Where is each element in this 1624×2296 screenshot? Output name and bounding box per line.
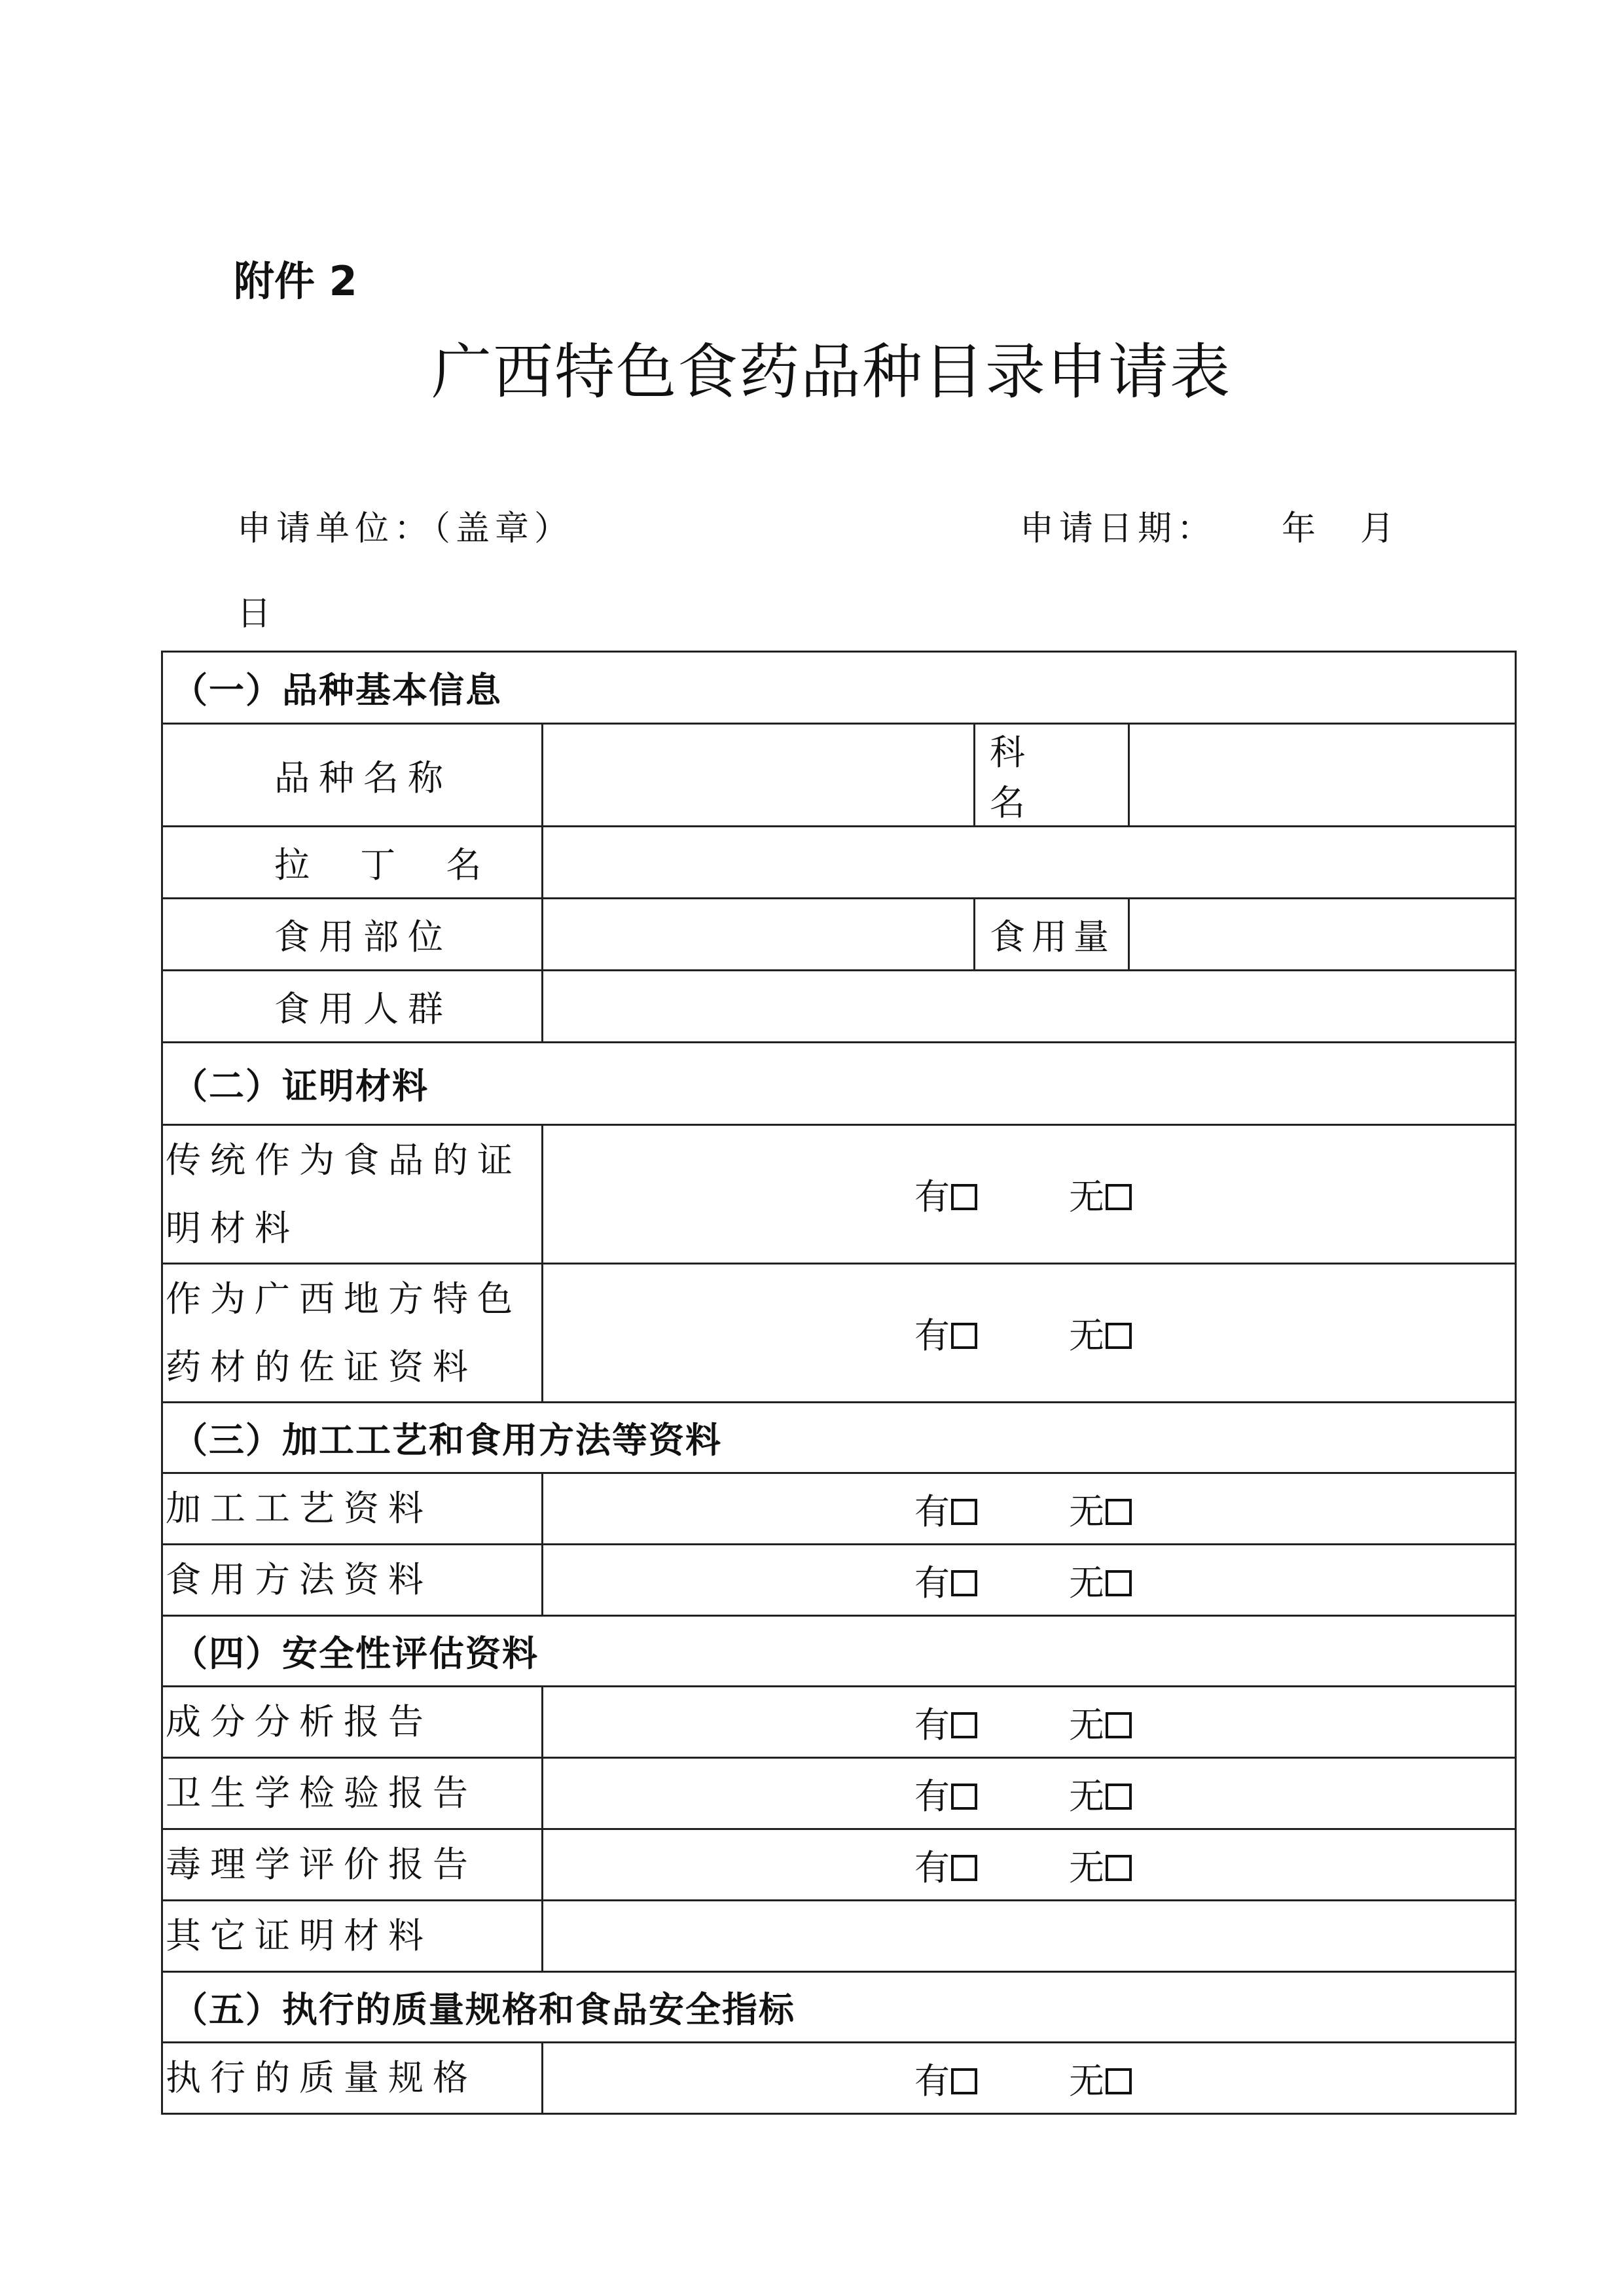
- no-checkbox[interactable]: [1106, 1570, 1132, 1596]
- local-herb-evidence-label: 作为广西地方特色药材的佐证资料: [162, 1264, 543, 1403]
- yes-checkbox[interactable]: [951, 1855, 977, 1881]
- no-label: 无: [1069, 1176, 1104, 1217]
- table-row: [162, 1758, 1516, 1829]
- section-title: （三）加工工艺和食用方法等资料: [162, 1403, 1516, 1473]
- edible-group-field[interactable]: [543, 971, 1516, 1043]
- section-title: （四）安全性评估资料: [162, 1616, 1516, 1687]
- no-label: 无: [1069, 2060, 1104, 2102]
- day-label: 日: [237, 594, 272, 634]
- no-checkbox[interactable]: [1106, 1712, 1132, 1738]
- edible-part-field[interactable]: [543, 899, 975, 971]
- no-label: 无: [1069, 1315, 1104, 1356]
- edible-group-label: 食用人群: [162, 971, 543, 1043]
- no-checkbox[interactable]: [1106, 1784, 1132, 1810]
- quality-spec-label: 执行的质量规格: [162, 2043, 543, 2114]
- checkbox-group: [543, 1125, 1516, 1264]
- no-checkbox[interactable]: [1106, 1855, 1132, 1881]
- variety-name-field[interactable]: [543, 724, 975, 827]
- family-field[interactable]: [1129, 724, 1516, 827]
- table-row: [162, 1901, 1516, 1972]
- yes-checkbox[interactable]: [951, 1184, 977, 1210]
- yes-label: 有: [914, 1704, 950, 1746]
- checkbox-group: [543, 1829, 1516, 1901]
- hygiene-report-label: 卫生学检验报告: [162, 1758, 543, 1829]
- table-row: [162, 971, 1516, 1043]
- yes-label: 有: [914, 1846, 950, 1888]
- latin-name-field[interactable]: [543, 827, 1516, 899]
- no-label: 无: [1069, 1704, 1104, 1746]
- table-row: [162, 827, 1516, 899]
- yes-label: 有: [914, 1176, 950, 1217]
- section-header: [162, 652, 1516, 724]
- traditional-food-proof-label: 传统作为食品的证明材料: [162, 1125, 543, 1264]
- date-label: 申请日期：: [1020, 509, 1217, 548]
- yes-label: 有: [914, 2060, 950, 2102]
- checkbox-group: [543, 1758, 1516, 1829]
- yes-checkbox[interactable]: [951, 1784, 977, 1810]
- yes-checkbox[interactable]: [951, 2068, 977, 2094]
- section-title: （一）品种基本信息: [162, 652, 1516, 724]
- yes-checkbox[interactable]: [951, 1499, 977, 1525]
- table-row: [162, 2043, 1516, 2114]
- application-form-table: [161, 651, 1517, 2115]
- yes-checkbox[interactable]: [951, 1712, 977, 1738]
- section-header: [162, 1972, 1516, 2043]
- no-label: 无: [1069, 1775, 1104, 1817]
- other-proof-label: 其它证明材料: [162, 1901, 543, 1972]
- no-checkbox[interactable]: [1106, 1323, 1132, 1349]
- attachment-label: 附件 2: [234, 257, 357, 305]
- no-checkbox[interactable]: [1106, 1184, 1132, 1210]
- table-row: [162, 1687, 1516, 1758]
- toxicology-report-label: 毒理学评价报告: [162, 1829, 543, 1901]
- section-title: （五）执行的质量规格和食品安全指标: [162, 1972, 1516, 2043]
- no-label: 无: [1069, 1490, 1104, 1532]
- variety-name-label: 品种名称: [162, 724, 543, 827]
- table-row: [162, 1473, 1516, 1545]
- dosage-label: 食用量: [975, 899, 1129, 971]
- checkbox-group: [543, 1687, 1516, 1758]
- processing-doc-label: 加工工艺资料: [162, 1473, 543, 1545]
- table-row: [162, 1829, 1516, 1901]
- table-row: [162, 724, 1516, 827]
- family-label: 科 名: [975, 724, 1129, 827]
- yes-label: 有: [914, 1775, 950, 1817]
- year-label: 年: [1282, 509, 1316, 548]
- other-proof-field[interactable]: [543, 1901, 1516, 1972]
- yes-label: 有: [914, 1315, 950, 1356]
- edible-part-label: 食用部位: [162, 899, 543, 971]
- yes-checkbox[interactable]: [951, 1570, 977, 1596]
- no-checkbox[interactable]: [1106, 2068, 1132, 2094]
- table-row: [162, 1545, 1516, 1616]
- usage-method-doc-label: 食用方法资料: [162, 1545, 543, 1616]
- dosage-field[interactable]: [1129, 899, 1516, 971]
- checkbox-group: [543, 1264, 1516, 1403]
- checkbox-group: [543, 2043, 1516, 2114]
- month-label: 月: [1360, 509, 1395, 548]
- section-title: （二）证明材料: [162, 1043, 1516, 1125]
- section-header: [162, 1403, 1516, 1473]
- no-label: 无: [1069, 1562, 1104, 1604]
- latin-name-label: 拉 丁 名: [162, 827, 543, 899]
- section-header: [162, 1616, 1516, 1687]
- composition-report-label: 成分分析报告: [162, 1687, 543, 1758]
- checkbox-group: [543, 1473, 1516, 1545]
- yes-checkbox[interactable]: [951, 1323, 977, 1349]
- yes-label: 有: [914, 1562, 950, 1604]
- table-row: [162, 1125, 1516, 1264]
- applicant-label: 申请单位：（盖章）: [237, 509, 574, 548]
- section-header: [162, 1043, 1516, 1125]
- no-label: 无: [1069, 1846, 1104, 1888]
- table-row: [162, 1264, 1516, 1403]
- checkbox-group: [543, 1545, 1516, 1616]
- yes-label: 有: [914, 1490, 950, 1532]
- table-row: [162, 899, 1516, 971]
- no-checkbox[interactable]: [1106, 1499, 1132, 1525]
- form-title: 广西特色食药品种目录申请表: [431, 337, 1231, 407]
